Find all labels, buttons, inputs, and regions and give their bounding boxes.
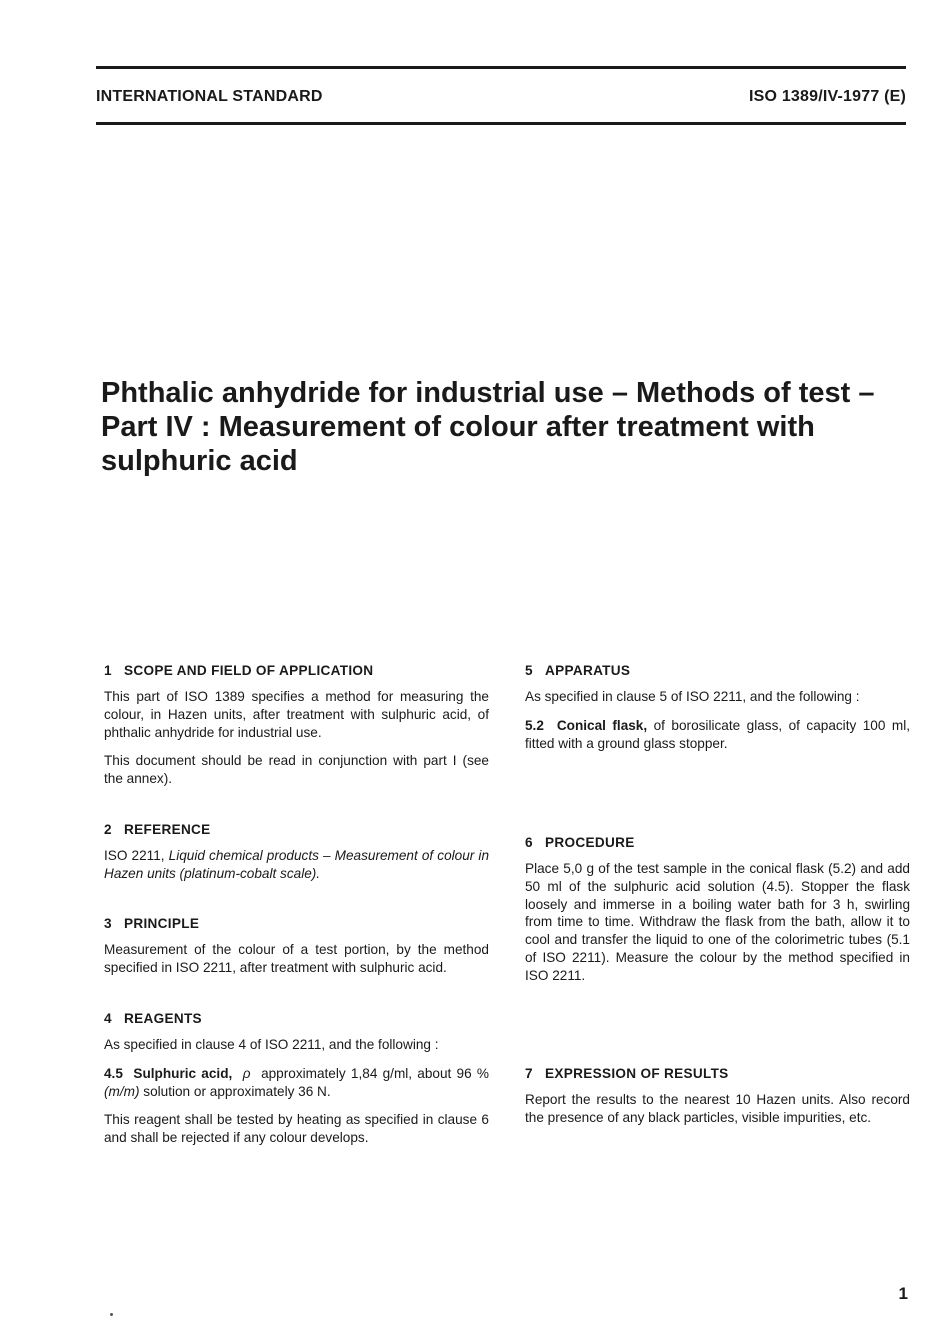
- title-line-2: Part IV : Measurement of colour after treatment with: [101, 411, 815, 443]
- section-expression-of-results: [525, 1066, 910, 1138]
- standard-number: ISO 1389/IV-1977 (E): [749, 88, 906, 105]
- section-heading: 7 EXPRESSION OF RESULTS: [525, 1066, 729, 1081]
- section-heading: 3 PRINCIPLE: [104, 916, 200, 931]
- header-bottom-rule: [96, 122, 906, 125]
- paragraph: This document should be read in conjunction with part I (see the annex).: [104, 753, 489, 787]
- section-reagents: [104, 1011, 489, 1158]
- section-heading: 6 PROCEDURE: [525, 835, 635, 850]
- paragraph: Place 5,0 g of the test sample in the conical flask (5.2) and add 50 ml of the sulphuric acid solution (4.5). Stopper the flask loosely and immerse in a boiling water bath for 3 h, swirling from time to time. Withdraw the flask from the bath, allow it to cool and transfer the liquid to one of the colorimetric tubes (5.1 of ISO 2211). Measure the colour by the method specified in ISO 2211.: [525, 861, 910, 983]
- section-scope: [104, 663, 489, 799]
- reference-code: ISO 2211,: [104, 848, 165, 863]
- reagent-item: 4.5 Sulphuric acid, ρ approximately 1,84 g/ml, about 96 % (m/m) solution or approximately 36 N.: [104, 1065, 490, 1099]
- title-line-3: sulphuric acid: [101, 445, 298, 477]
- apparatus-item: 5.2 Conical flask, of borosilicate glass, of capacity 100 ml, fitted with a ground glass stopper.: [525, 717, 910, 751]
- section-heading: 1 SCOPE AND FIELD OF APPLICATION: [104, 663, 374, 678]
- section-heading: 4 REAGENTS: [104, 1011, 202, 1026]
- section-principle: [104, 916, 489, 988]
- document-type-label: INTERNATIONAL STANDARD: [96, 88, 323, 105]
- paragraph: As specified in clause 5 of ISO 2211, and the following :: [525, 689, 860, 704]
- section-heading: 2 REFERENCE: [104, 822, 211, 837]
- reference-title: Liquid chemical products – Measurement of colour in Hazen units (platinum-cobalt scale).: [104, 848, 490, 881]
- header-top-rule: [96, 66, 906, 69]
- section-apparatus: [525, 663, 910, 763]
- page-number: 1: [898, 1284, 908, 1303]
- document-title: [101, 376, 901, 478]
- section-procedure: [525, 835, 910, 996]
- paragraph: Measurement of the colour of a test portion, by the method specified in ISO 2211, after treatment with sulphuric acid.: [104, 942, 489, 975]
- paragraph: This part of ISO 1389 specifies a method for measuring the colour, in Hazen units, after treatment with sulphuric acid, of phthalic anhydride for industrial use.: [104, 689, 489, 740]
- section-heading: 5 APPARATUS: [525, 663, 631, 678]
- scan-speck: [110, 1313, 113, 1316]
- paragraph: [104, 847, 489, 883]
- paragraph: As specified in clause 4 of ISO 2211, and the following :: [104, 1037, 439, 1052]
- paragraph: This reagent shall be tested by heating as specified in clause 6 and shall be rejected if any colour develops.: [104, 1112, 489, 1146]
- paragraph: Report the results to the nearest 10 Hazen units. Also record the presence of any black particles, visible impurities, etc.: [525, 1092, 910, 1125]
- section-reference: [104, 822, 489, 894]
- title-line-1: Phthalic anhydride for industrial use – Methods of test –: [101, 377, 875, 409]
